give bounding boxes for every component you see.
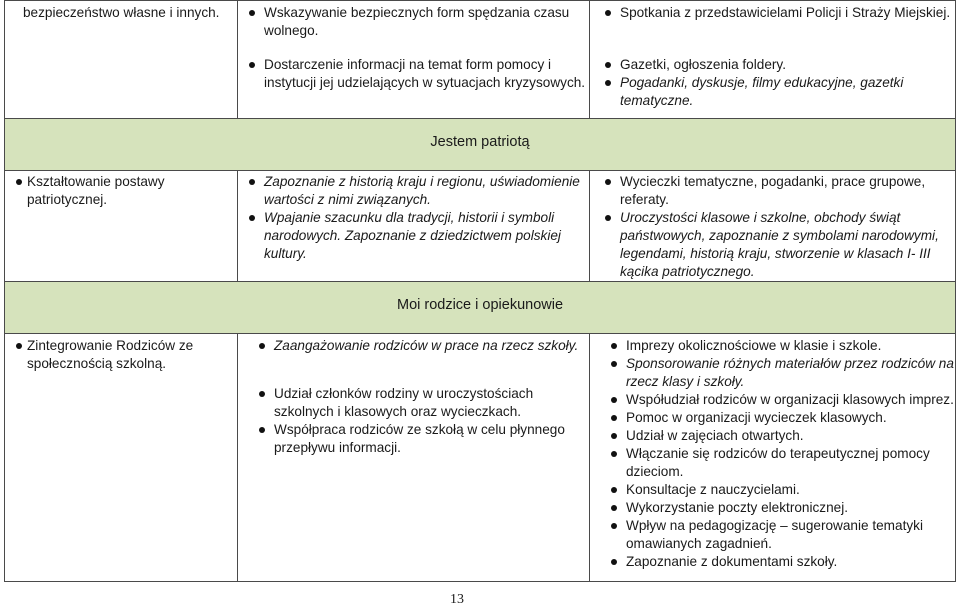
list-item: Wykorzystanie poczty elektronicznej.	[600, 499, 955, 517]
list-item: Wpajanie szacunku dla tradycji, historii i symboli narodowych. Zapoznanie z dziedzictwem polskiej kultury.	[238, 209, 589, 263]
tasks-cell	[238, 1, 590, 119]
goal-cell	[5, 334, 238, 582]
list-item: Sponsorowanie różnych materiałów przez rodziców na rzecz klasy i szkoły.	[600, 355, 955, 391]
goal-cell	[5, 1, 238, 119]
list-item: Współudział rodziców w organizacji klasowych imprez.	[600, 391, 955, 409]
tasks-cell	[238, 171, 590, 282]
table-row	[5, 1, 956, 119]
list-item: Wskazywanie bezpiecznych form spędzania czasu wolnego.	[238, 4, 589, 40]
table-row	[5, 334, 956, 582]
goal-cell	[5, 171, 238, 282]
section-title: Moi rodzice i opiekunowie	[396, 297, 564, 313]
goal-text: bezpieczeństwo własne i innych.	[23, 5, 220, 20]
list-item: Udział w zajęciach otwartych.	[600, 427, 955, 445]
forms-cell	[590, 171, 956, 282]
forms-cell	[590, 1, 956, 119]
list-item: Pogadanki, dyskusje, filmy edukacyjne, gazetki tematyczne.	[594, 74, 955, 110]
list-item: Kształtowanie postawy patriotycznej.	[5, 173, 237, 209]
list-item: Zapoznanie z historią kraju i regionu, uświadomienie wartości z nimi związanych.	[238, 173, 589, 209]
list-item: Uroczystości klasowe i szkolne, obchody świąt państwowych, zapoznanie z symbolami narodowymi, legendami, historią kraju, stworzenie w klasach I- III kącika patriotycznego.	[594, 209, 955, 281]
list-item: Wycieczki tematyczne, pogadanki, prace grupowe, referaty.	[594, 173, 955, 209]
list-item: Dostarczenie informacji na temat form pomocy i instytucji jej udzielających w sytuacjach kryzysowych.	[238, 56, 589, 92]
list-item: Pomoc w organizacji wycieczek klasowych.	[600, 409, 955, 427]
table-row	[5, 171, 956, 282]
list-item: Zintegrowanie Rodziców ze społecznością szkolną.	[5, 337, 237, 373]
section-header	[5, 119, 956, 171]
list-item: Udział członków rodziny w uroczystościach szkolnych i klasowych oraz wycieczkach.	[248, 385, 589, 421]
tasks-cell	[238, 334, 590, 582]
table-row	[5, 282, 956, 334]
list-item: Gazetki, ogłoszenia foldery.	[594, 56, 955, 74]
program-table	[4, 0, 956, 582]
list-item: Współpraca rodziców ze szkołą w celu płynnego przepływu informacji.	[248, 421, 589, 457]
section-title: Jestem patriotą	[430, 134, 530, 150]
list-item: Włączanie się rodziców do terapeutycznej pomocy dzieciom.	[600, 445, 955, 481]
forms-cell	[590, 334, 956, 582]
section-header	[5, 282, 956, 334]
list-item: Spotkania z przedstawicielami Policji i Straży Miejskiej.	[594, 4, 955, 22]
table-row	[5, 119, 956, 171]
list-item: Imprezy okolicznościowe w klasie i szkole.	[600, 337, 955, 355]
list-item: Wpływ na pedagogizację – sugerowanie tematyki omawianych zagadnień.	[600, 517, 955, 553]
list-item: Konsultacje z nauczycielami.	[600, 481, 955, 499]
page-number: 13	[450, 592, 464, 607]
list-item: Zaangażowanie rodziców w prace na rzecz szkoły.	[248, 337, 589, 355]
list-item: Zapoznanie z dokumentami szkoły.	[600, 553, 955, 571]
